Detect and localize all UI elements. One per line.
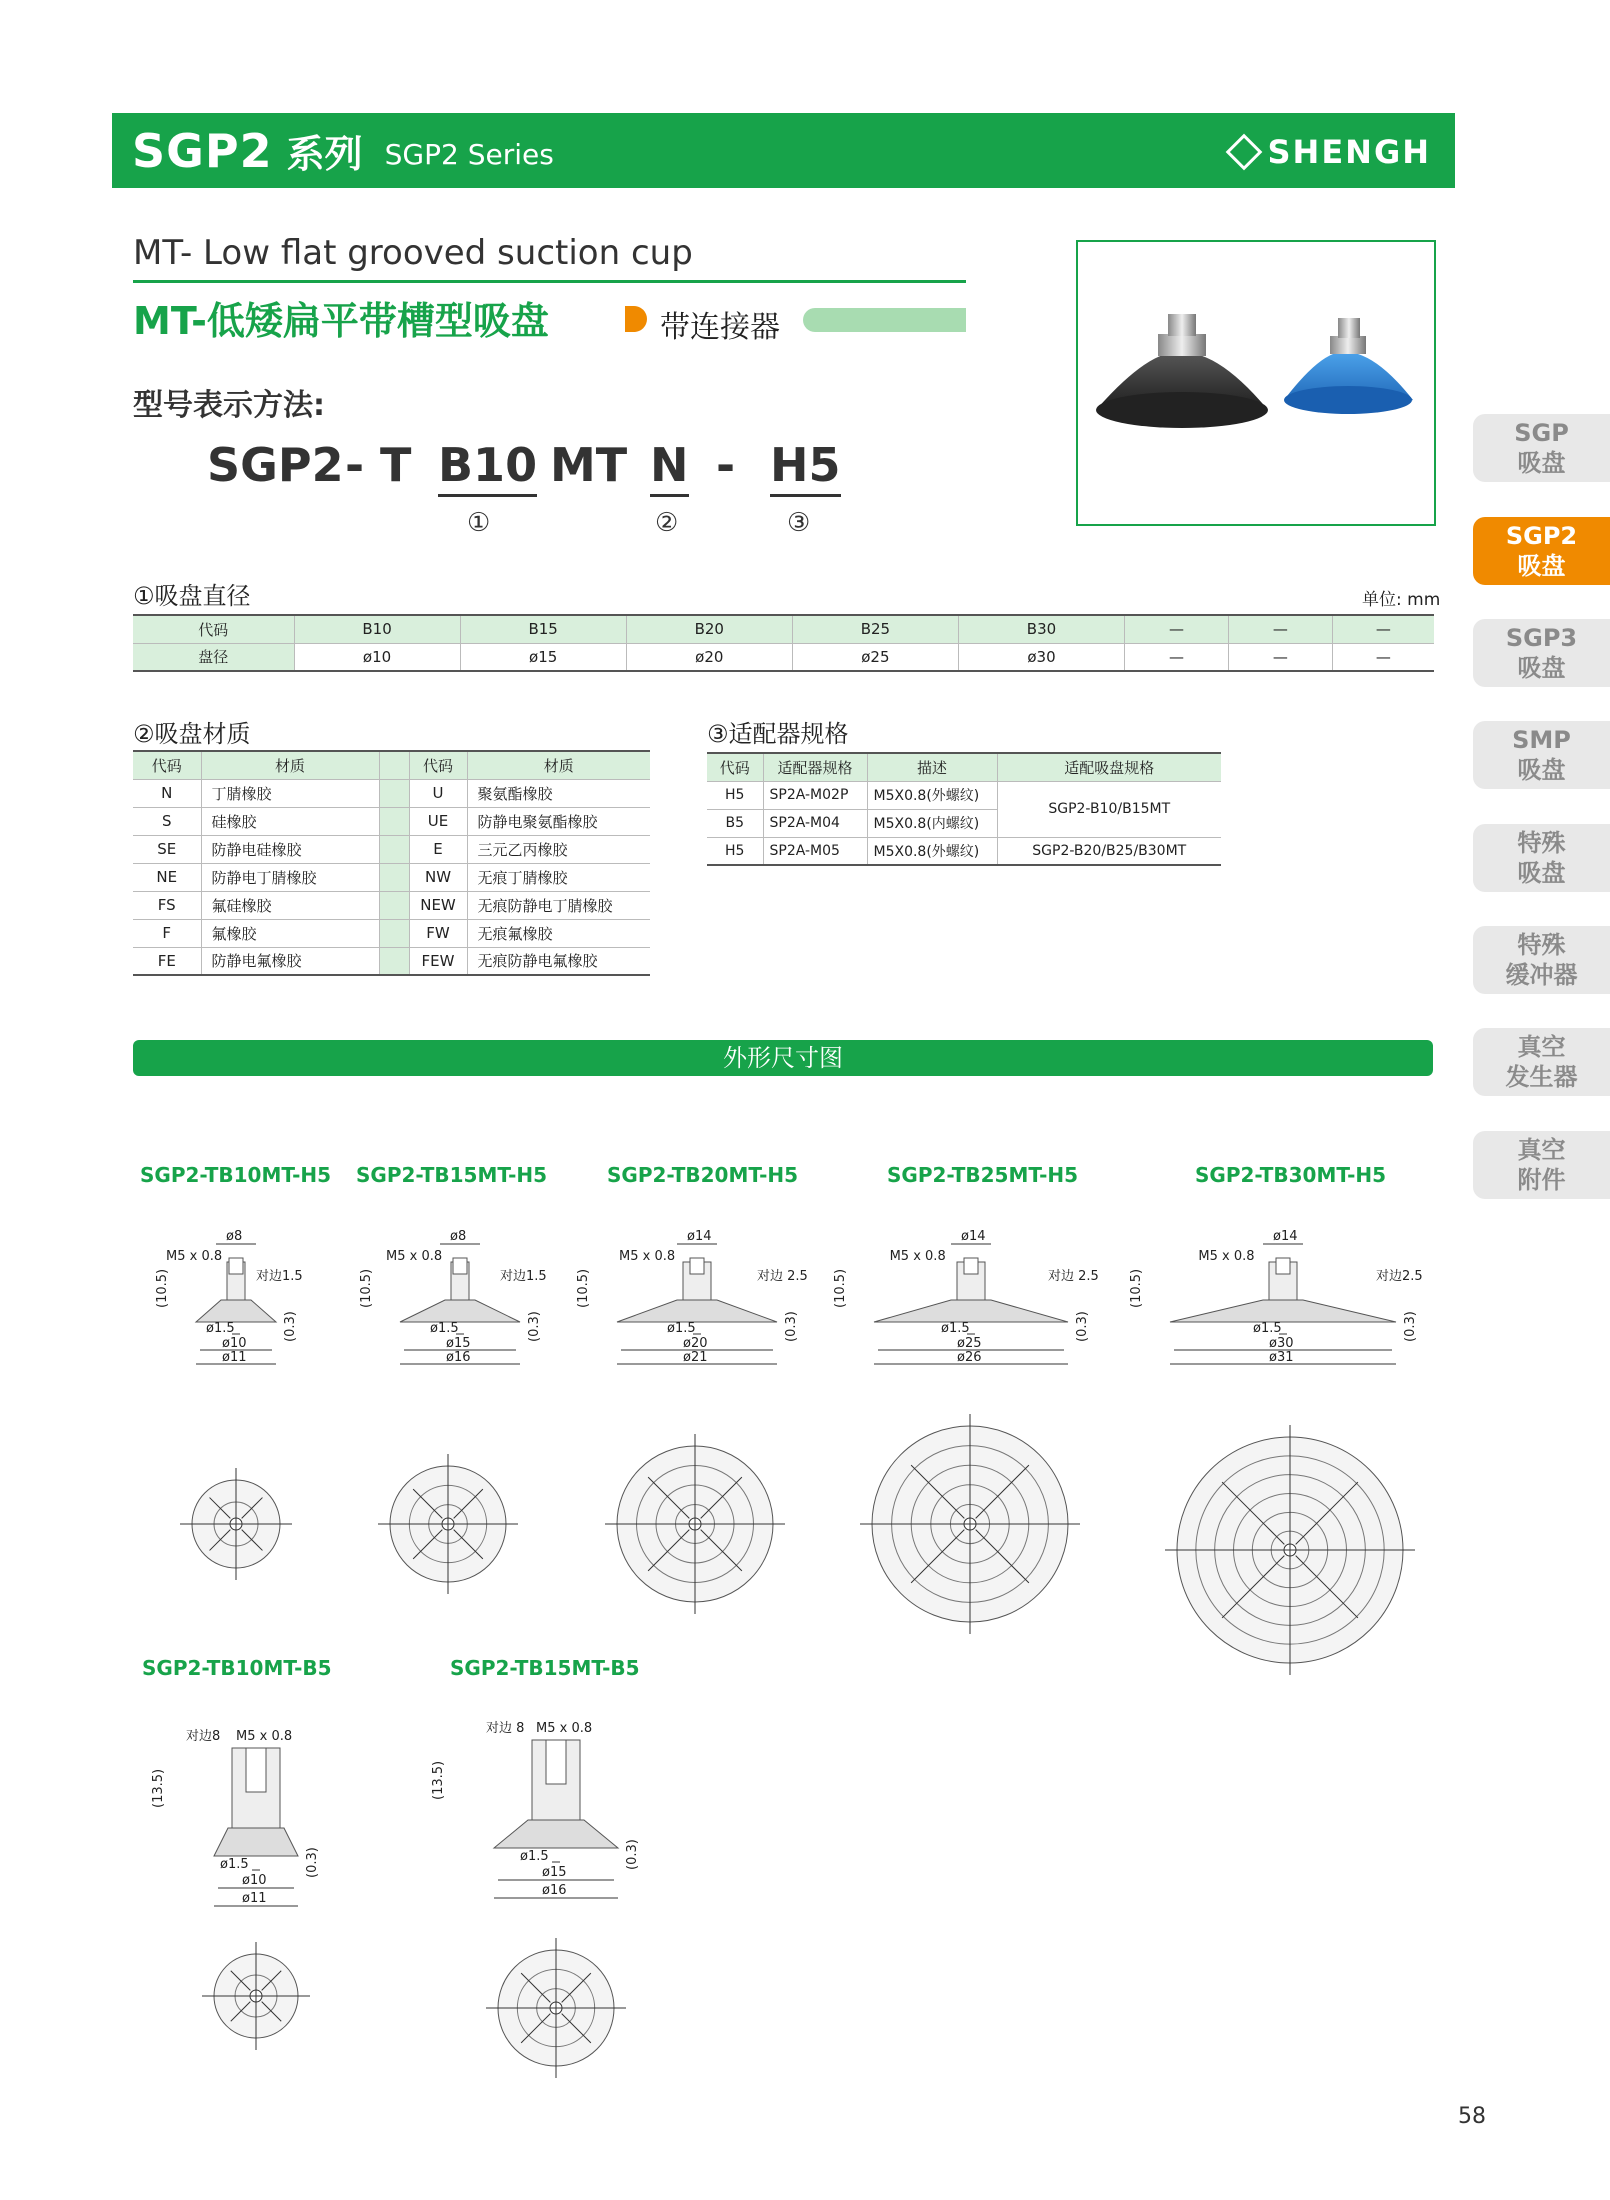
dimension-label: ø1.5 bbox=[206, 1321, 235, 1336]
table-cell: 防静电丁腈橡胶 bbox=[201, 863, 379, 891]
dimension-label: ø8 bbox=[226, 1229, 243, 1244]
dimension-label: ø14 bbox=[961, 1229, 986, 1244]
table-cell: S bbox=[133, 807, 201, 835]
dimension-label: ø11 bbox=[242, 1891, 267, 1906]
cup-shape bbox=[1170, 1300, 1396, 1322]
col-material: 材质 bbox=[201, 751, 379, 779]
marker-1: ① bbox=[467, 508, 491, 538]
table-cell: M5X0.8(外螺纹) bbox=[867, 781, 997, 809]
marker-3: ③ bbox=[787, 508, 811, 538]
dimension-label: ø1.5 bbox=[430, 1321, 459, 1336]
dimension-label: ø1.5 bbox=[1253, 1321, 1282, 1336]
model-part-material: N bbox=[650, 438, 689, 497]
nav-sublabel: 缓冲器 bbox=[1505, 961, 1578, 989]
dimension-label: 对边2.5 bbox=[1376, 1269, 1423, 1284]
dimension-label: M5 x 0.8 bbox=[889, 1249, 946, 1264]
dimension-label: ø26 bbox=[957, 1350, 982, 1365]
model-part-mt: MT bbox=[550, 438, 628, 492]
table-cell: H5 bbox=[707, 837, 763, 865]
dimension-label: ø1.5 bbox=[667, 1321, 696, 1336]
table-cell: 代码 bbox=[133, 615, 294, 643]
series-en: SGP2 Series bbox=[384, 138, 554, 171]
table-cell: 氟硅橡胶 bbox=[201, 891, 379, 919]
dimension-label: 对边 2.5 bbox=[1048, 1269, 1099, 1284]
dimension-label: 对边 2.5 bbox=[757, 1269, 808, 1284]
cup-shape bbox=[494, 1820, 618, 1848]
table-cell: F bbox=[133, 919, 201, 947]
table-cell: NEW bbox=[409, 891, 467, 919]
dimension-label: (0.3) bbox=[527, 1311, 542, 1342]
table-cell: — bbox=[1228, 615, 1332, 643]
model-label: SGP2-TB10MT-H5 bbox=[140, 1163, 332, 1187]
table-cell: N bbox=[133, 779, 201, 807]
col-adapter: 适配器规格 bbox=[763, 753, 867, 781]
cup-shape bbox=[196, 1300, 276, 1322]
dimension-label: ø16 bbox=[446, 1350, 471, 1365]
table-cell: 氟橡胶 bbox=[201, 919, 379, 947]
table-cell: B25 bbox=[792, 615, 958, 643]
dimension-label: M5 x 0.8 bbox=[1198, 1249, 1255, 1264]
logo-text: SHENGH bbox=[1267, 133, 1431, 171]
dimension-label: M5 x 0.8 bbox=[236, 1729, 293, 1744]
dimension-label: M5 x 0.8 bbox=[536, 1721, 593, 1736]
adapter-heading: ③适配器规格 bbox=[707, 720, 849, 748]
table-cell: E bbox=[409, 835, 467, 863]
dimension-label: ø10 bbox=[242, 1873, 267, 1888]
model-part-type: T bbox=[380, 438, 412, 492]
outline-heading: 外形尺寸图 bbox=[133, 1040, 1433, 1076]
dimension-label: (13.5) bbox=[151, 1768, 166, 1808]
model-part-series: SGP2 bbox=[207, 438, 344, 492]
thread-shape bbox=[546, 1740, 566, 1784]
cup-shape bbox=[214, 1828, 298, 1856]
table-cell: B30 bbox=[958, 615, 1124, 643]
table-cell: ø15 bbox=[460, 643, 626, 671]
table-cell: 防静电聚氨酯橡胶 bbox=[467, 807, 650, 835]
table-cell: 丁腈橡胶 bbox=[201, 779, 379, 807]
thread-shape bbox=[453, 1258, 467, 1274]
table-cell: SGP2-B10/B15MT bbox=[997, 781, 1221, 837]
table-cell: M5X0.8(外螺纹) bbox=[867, 837, 997, 865]
table-cell: — bbox=[1125, 615, 1229, 643]
title-chinese: MT-低矮扁平带槽型吸盘 bbox=[133, 299, 549, 343]
dimension-label: (10.5) bbox=[833, 1268, 848, 1308]
dimension-label: ø1.5 bbox=[520, 1849, 549, 1864]
model-label: SGP2-TB25MT-H5 bbox=[887, 1163, 1079, 1187]
dimension-label: (0.3) bbox=[283, 1311, 298, 1342]
table-cell: 聚氨酯橡胶 bbox=[467, 779, 650, 807]
dimension-label: ø21 bbox=[683, 1350, 708, 1365]
nav-sublabel: 吸盘 bbox=[1517, 552, 1566, 580]
dimension-label: 对边1.5 bbox=[500, 1269, 547, 1284]
dimension-label: ø14 bbox=[1273, 1229, 1298, 1244]
dimension-label: 对边 8 bbox=[486, 1721, 525, 1736]
table-cell: 硅橡胶 bbox=[201, 807, 379, 835]
table-cell: FS bbox=[133, 891, 201, 919]
table-cell: ø20 bbox=[626, 643, 792, 671]
nav-label: 特殊 bbox=[1517, 829, 1566, 857]
thread-shape bbox=[690, 1258, 704, 1274]
nav-label: SMP bbox=[1512, 726, 1571, 754]
model-part-adapter: H5 bbox=[770, 438, 841, 497]
table-cell: B5 bbox=[707, 809, 763, 837]
table-cell: SE bbox=[133, 835, 201, 863]
dimension-label: ø11 bbox=[222, 1350, 247, 1365]
col-code: 代码 bbox=[707, 753, 763, 781]
table-cell: ø30 bbox=[958, 643, 1124, 671]
nav-sublabel: 吸盘 bbox=[1517, 654, 1566, 682]
col-code: 代码 bbox=[133, 751, 201, 779]
dimension-label: ø1.5 bbox=[220, 1857, 249, 1872]
model-part-dash2: - bbox=[716, 438, 736, 492]
material-heading: ②吸盘材质 bbox=[133, 720, 251, 748]
nav-sublabel: 吸盘 bbox=[1517, 449, 1566, 477]
table-cell: SP2A-M02P bbox=[763, 781, 867, 809]
dimension-label: 对边8 bbox=[186, 1729, 221, 1744]
table-cell: NW bbox=[409, 863, 467, 891]
nav-sublabel: 附件 bbox=[1517, 1166, 1566, 1194]
col-code: 代码 bbox=[409, 751, 467, 779]
table-cell: 防静电硅橡胶 bbox=[201, 835, 379, 863]
nav-label: SGP3 bbox=[1505, 624, 1578, 652]
nav-label: 真空 bbox=[1517, 1136, 1566, 1164]
cup-shape bbox=[617, 1300, 777, 1322]
table-cell: B20 bbox=[626, 615, 792, 643]
thread-shape bbox=[964, 1258, 978, 1274]
nav-label: 特殊 bbox=[1517, 931, 1566, 959]
table-cell: U bbox=[409, 779, 467, 807]
col-desc: 描述 bbox=[867, 753, 997, 781]
col-fit: 适配吸盘规格 bbox=[997, 753, 1221, 781]
nav-sublabel: 发生器 bbox=[1505, 1063, 1578, 1091]
series-code: SGP2 bbox=[132, 123, 273, 178]
table-cell: B10 bbox=[294, 615, 460, 643]
table-cell: 三元乙丙橡胶 bbox=[467, 835, 650, 863]
nav-label: SGP2 bbox=[1505, 522, 1578, 550]
cup-shape bbox=[400, 1300, 520, 1322]
table-cell: 无痕防静电氟橡胶 bbox=[467, 947, 650, 975]
dimension-label: (0.3) bbox=[1075, 1311, 1090, 1342]
dimension-label: (0.3) bbox=[625, 1839, 640, 1870]
model-heading: 型号表示方法: bbox=[133, 388, 325, 423]
table-cell: — bbox=[1332, 615, 1434, 643]
table-cell: ø25 bbox=[792, 643, 958, 671]
model-label: SGP2-TB15MT-H5 bbox=[356, 1163, 548, 1187]
dimension-label: (0.3) bbox=[1403, 1311, 1418, 1342]
col-material: 材质 bbox=[467, 751, 650, 779]
table-cell: H5 bbox=[707, 781, 763, 809]
dimension-label: (0.3) bbox=[784, 1311, 799, 1342]
model-part-dash: - bbox=[345, 438, 365, 492]
diameter-heading: ①吸盘直径 bbox=[133, 582, 251, 610]
nav-label: 真空 bbox=[1517, 1033, 1566, 1061]
table-cell: UE bbox=[409, 807, 467, 835]
dimension-label: ø14 bbox=[687, 1229, 712, 1244]
thread-shape bbox=[1276, 1258, 1290, 1274]
table-cell: SP2A-M05 bbox=[763, 837, 867, 865]
dimension-label: (10.5) bbox=[359, 1268, 374, 1308]
model-label: SGP2-TB10MT-B5 bbox=[142, 1656, 332, 1680]
dimension-label: (13.5) bbox=[431, 1760, 446, 1800]
dimension-label: ø25 bbox=[957, 1336, 982, 1351]
table-cell: 无痕氟橡胶 bbox=[467, 919, 650, 947]
nav-sublabel: 吸盘 bbox=[1517, 859, 1566, 887]
dimension-label: (0.3) bbox=[305, 1847, 320, 1878]
unit-label: 单位: mm bbox=[1362, 590, 1441, 610]
table-cell: SGP2-B20/B25/B30MT bbox=[997, 837, 1221, 865]
model-part-diameter: B10 bbox=[438, 438, 537, 497]
page-number: 58 bbox=[1458, 2104, 1486, 2129]
table-cell: M5X0.8(内螺纹) bbox=[867, 809, 997, 837]
table-cell: FE bbox=[133, 947, 201, 975]
dimension-label: ø16 bbox=[542, 1883, 567, 1898]
table-cell: NE bbox=[133, 863, 201, 891]
table-cell: B15 bbox=[460, 615, 626, 643]
table-cell: — bbox=[1332, 643, 1434, 671]
dimension-label: ø31 bbox=[1269, 1350, 1294, 1365]
dimension-label: ø20 bbox=[683, 1336, 708, 1351]
table-cell: — bbox=[1228, 643, 1332, 671]
dimension-label: M5 x 0.8 bbox=[386, 1249, 443, 1264]
dimension-label: (10.5) bbox=[1129, 1268, 1144, 1308]
dimension-label: ø10 bbox=[222, 1336, 247, 1351]
dimension-label: ø15 bbox=[446, 1336, 471, 1351]
table-cell: FW bbox=[409, 919, 467, 947]
table-cell: FEW bbox=[409, 947, 467, 975]
dimension-label: (10.5) bbox=[155, 1268, 170, 1308]
dimension-label: M5 x 0.8 bbox=[619, 1249, 676, 1264]
nav-label: SGP bbox=[1514, 419, 1569, 447]
dimension-label: (10.5) bbox=[576, 1268, 591, 1308]
model-label: SGP2-TB20MT-H5 bbox=[607, 1163, 799, 1187]
model-label: SGP2-TB15MT-B5 bbox=[450, 1656, 640, 1680]
table-cell: 无痕丁腈橡胶 bbox=[467, 863, 650, 891]
thread-shape bbox=[229, 1258, 243, 1274]
table-cell: — bbox=[1125, 643, 1229, 671]
marker-2: ② bbox=[655, 508, 679, 538]
table-cell: SP2A-M04 bbox=[763, 809, 867, 837]
nav-sublabel: 吸盘 bbox=[1517, 756, 1566, 784]
dimension-label: ø1.5 bbox=[941, 1321, 970, 1336]
dimension-label: ø15 bbox=[542, 1865, 567, 1880]
title-english: MT- Low flat grooved suction cup bbox=[133, 233, 693, 273]
table-cell: 无痕防静电丁腈橡胶 bbox=[467, 891, 650, 919]
table-cell: 盘径 bbox=[133, 643, 294, 671]
model-label: SGP2-TB30MT-H5 bbox=[1195, 1163, 1387, 1187]
connector-label: 带连接器 bbox=[660, 310, 780, 345]
cup-shape bbox=[874, 1300, 1068, 1322]
dimension-label: ø30 bbox=[1269, 1336, 1294, 1351]
dimension-label: ø8 bbox=[450, 1229, 467, 1244]
table-cell: ø10 bbox=[294, 643, 460, 671]
thread-shape bbox=[246, 1748, 266, 1792]
series-cn: 系列 bbox=[286, 132, 363, 176]
dimension-label: 对边1.5 bbox=[256, 1269, 303, 1284]
table-cell: 防静电氟橡胶 bbox=[201, 947, 379, 975]
dimension-label: M5 x 0.8 bbox=[166, 1249, 223, 1264]
